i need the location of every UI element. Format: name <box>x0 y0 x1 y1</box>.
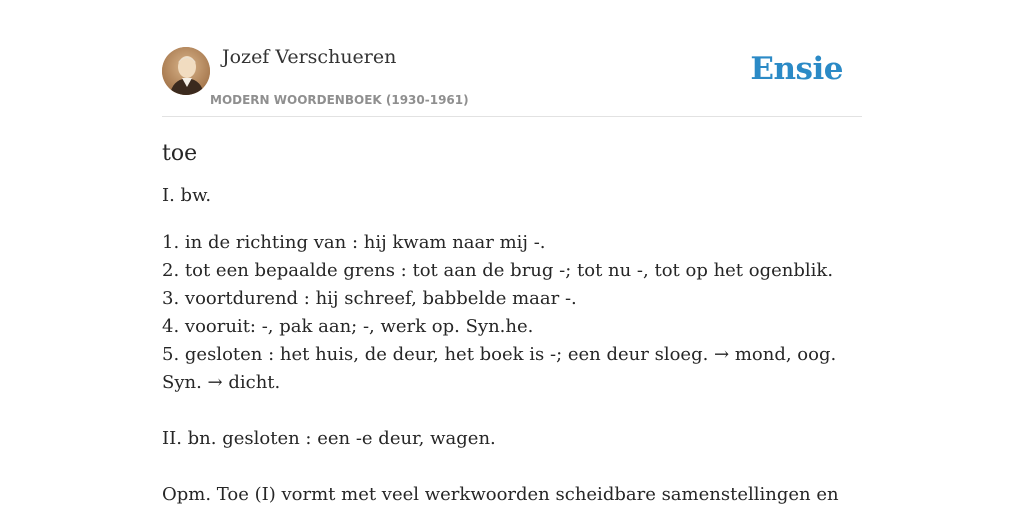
meaning-item: 2. tot een bepaalde grens : tot aan de brug -; tot nu -, tot op het ogenblik. <box>162 260 834 281</box>
section-2: II. bn. gesloten : een -e deur, wagen. <box>162 428 496 449</box>
usage-note: Opm. Toe (I) vormt met veel werkwoorden scheidbare samenstellingen en <box>162 484 839 505</box>
section-1-heading: I. bw. <box>162 185 212 206</box>
author-name[interactable]: Jozef Verschueren <box>222 46 397 68</box>
meaning-item: 1. in de richting van : hij kwam naar mij -. <box>162 232 546 253</box>
meanings-list <box>162 229 862 397</box>
entry-content <box>162 138 862 509</box>
meaning-item: 5. gesloten : het huis, de deur, het boek is -; een deur sloeg. → mond, oog. Syn. → dicht. <box>162 344 837 393</box>
meaning-item: 3. voortdurend : hij schreef, babbelde maar -. <box>162 288 577 309</box>
avatar-portrait-icon <box>162 47 210 95</box>
header <box>162 0 862 117</box>
page <box>162 0 862 512</box>
meaning-item: 4. vooruit: -, pak aan; -, werk op. Syn.he. <box>162 316 534 337</box>
author-avatar[interactable] <box>162 47 210 95</box>
source-title[interactable]: MODERN WOORDENBOEK (1930-1961) <box>210 93 469 107</box>
entry-term: toe <box>162 141 198 166</box>
brand-logo[interactable]: Ensie <box>750 51 843 87</box>
